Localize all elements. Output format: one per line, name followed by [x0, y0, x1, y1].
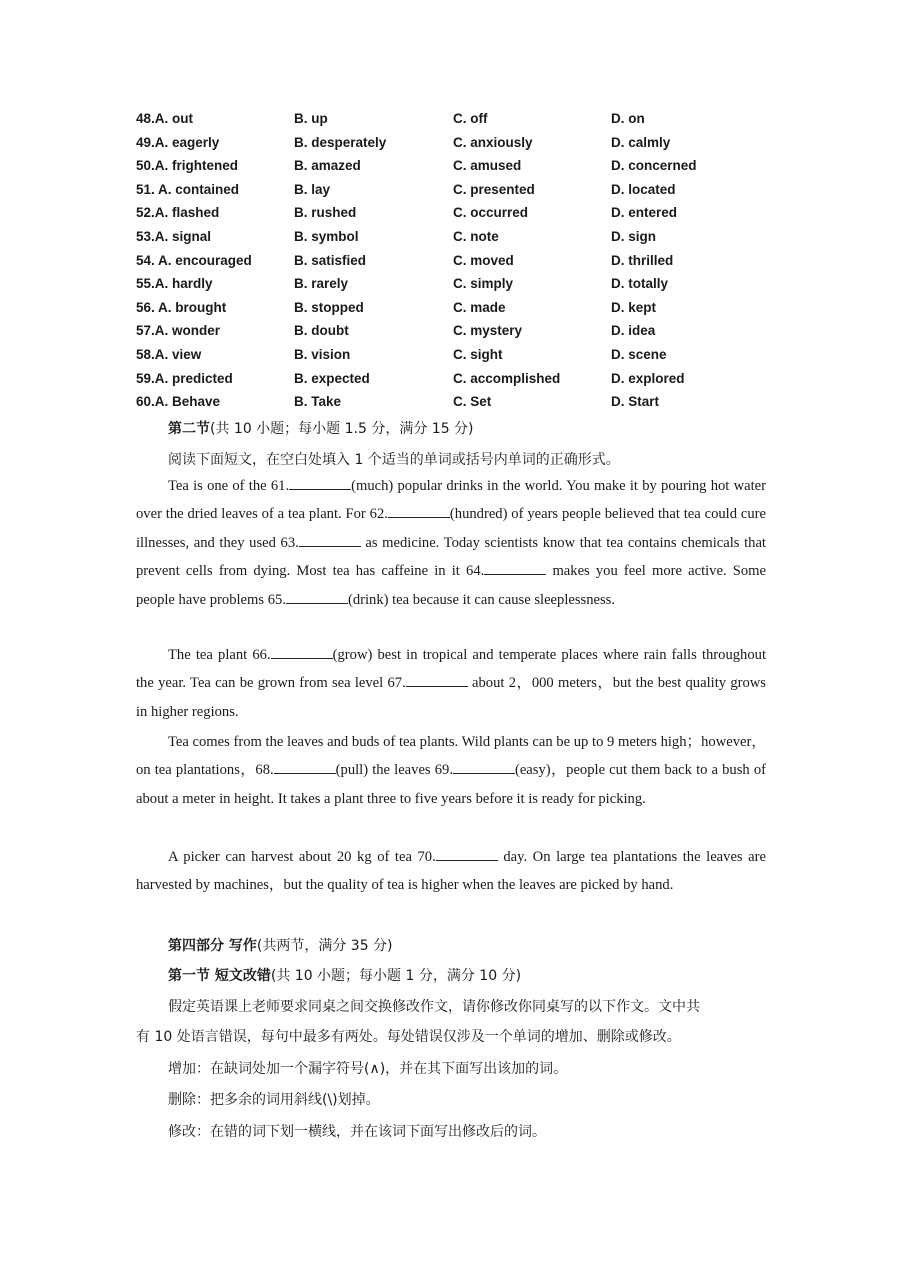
rule-delete: 删除：把多余的词用斜线(\)划掉。 [168, 1092, 380, 1108]
option-a: 48.A. out [136, 111, 194, 126]
blank-63 [299, 532, 361, 547]
option-b: B. desperately [294, 134, 387, 150]
option-a: 50.A. frightened [136, 158, 239, 174]
option-a: 55.A. hardly [136, 276, 213, 292]
option-c: C. occurred [453, 205, 529, 221]
option-c: C. presented [453, 181, 535, 197]
option-d: D. sign [611, 228, 657, 244]
option-b: B. rushed [294, 205, 357, 221]
option-d: D. calmly [611, 134, 671, 150]
option-b: B. expected [294, 370, 370, 386]
option-a: 53.A. signal [136, 228, 212, 244]
passage-paragraph-2 [136, 641, 766, 726]
option-d: D. entered [611, 205, 678, 221]
question-row [136, 371, 776, 395]
part-4-title: 第四部分 写作 [168, 938, 257, 954]
option-a: 57.A. wonder [136, 323, 221, 339]
passage-text: Tea comes from the leaves and buds of tea plants. Wild plants can be up to 9 meters high；however，on tea plantations，68. [136, 734, 766, 779]
option-a: 60.A. Behave [136, 394, 221, 410]
blank-69 [453, 759, 515, 774]
blank-65 [286, 589, 348, 604]
option-a: 59.A. predicted [136, 370, 233, 386]
option-d: D. explored [611, 370, 685, 386]
option-d: D. kept [611, 299, 657, 315]
option-a: 51. A. contained [136, 181, 240, 197]
passage-text: Tea is one of the 61. [168, 478, 290, 494]
option-b: B. symbol [294, 228, 359, 244]
section-2-instruction: 阅读下面短文，在空白处填入 1 个适当的单词或括号内单词的正确形式。 [168, 452, 620, 468]
option-b: B. Take [294, 394, 342, 410]
passage-text: as medicine. Today scientists know that tea contains chemicals that prevent cells from dying. Most tea has caffeine in it 64. [136, 534, 766, 580]
option-d: D. concerned [611, 158, 697, 174]
question-row [136, 229, 776, 253]
option-a: 52.A. flashed [136, 205, 220, 221]
option-a: 54. A. encouraged [136, 252, 252, 268]
passage-text: A picker can harvest about 20 kg of tea 70. [168, 849, 436, 865]
option-d: D. located [611, 181, 676, 197]
passage-text: day. On large tea plantations the leaves are harvested by machines，but the quality of tea is higher when the leaves are picked by hand. [136, 849, 766, 894]
question-row [136, 300, 776, 324]
question-row [136, 394, 776, 418]
part-4-info: (共两节，满分 35 分) [256, 938, 393, 954]
rule-add: 增加：在缺词处加一个漏字符号(∧)，并在其下面写出该加的词。 [168, 1061, 568, 1077]
option-c: C. off [453, 111, 488, 126]
option-c: C. Set [453, 394, 492, 410]
option-b: B. vision [294, 346, 351, 362]
option-b: B. up [294, 111, 328, 126]
option-c: C. amused [453, 158, 522, 174]
option-c: C. moved [453, 252, 514, 268]
option-d: D. on [611, 111, 645, 126]
option-d: D. idea [611, 323, 656, 339]
section-1-instruction-line-2: 有 10 处语言错误，每句中最多有两处。每处错误仅涉及一个单词的增加、删除或修改。 [136, 1029, 681, 1045]
question-row [136, 276, 776, 300]
section-2-info: (共 10 小题；每小题 1.5 分，满分 15 分) [210, 421, 474, 437]
blank-64 [484, 560, 546, 575]
question-row [136, 323, 776, 347]
blank-67 [406, 672, 468, 687]
part-4-heading [168, 935, 393, 955]
option-d: D. scene [611, 346, 667, 362]
option-c: C. sight [453, 346, 503, 362]
option-d: D. Start [611, 394, 660, 410]
question-row [136, 182, 776, 206]
passage-paragraph-4 [136, 843, 766, 900]
option-d: D. thrilled [611, 252, 674, 268]
passage-text: The tea plant 66. [168, 647, 271, 663]
option-a: 56. A. brought [136, 299, 227, 315]
option-a: 58.A. view [136, 346, 202, 362]
option-c: C. accomplished [453, 370, 561, 386]
question-row [136, 135, 776, 159]
passage-text: (much) popular drinks in the world. You make it by pouring hot water over the dried leaves of a tea plant. For 62. [136, 478, 767, 523]
option-a: 49.A. eagerly [136, 134, 220, 150]
blank-62 [388, 503, 450, 518]
passage-text: (grow) best in tropical and temperate places where rain falls throughout the year. Tea can be grown from sea level 67. [136, 647, 766, 692]
rule-modify: 修改：在错的词下划一横线，并在该词下面写出修改后的词。 [168, 1124, 546, 1140]
section-1-instruction-line-1: 假定英语课上老师要求同桌之间交换修改作文，请你修改你同桌写的以下作文。文中共 [168, 999, 700, 1015]
section-2-heading [168, 418, 474, 438]
blank-66 [271, 644, 333, 659]
blank-68 [274, 759, 336, 774]
passage-text: (hundred) of years people believed that tea could cure illnesses, and they used 63. [136, 506, 766, 551]
section-1-heading [168, 965, 521, 985]
question-row [136, 111, 776, 135]
option-c: C. anxiously [453, 134, 533, 150]
option-b: B. doubt [294, 323, 349, 339]
passage-paragraph-1 [136, 472, 766, 614]
option-c: C. mystery [453, 323, 523, 339]
option-b: B. amazed [294, 158, 361, 174]
passage-text: (drink) tea because it can cause sleeplessness. [347, 591, 615, 608]
section-1-title: 第一节 短文改错 [168, 968, 271, 984]
question-row [136, 253, 776, 277]
passage-paragraph-3 [136, 728, 766, 813]
option-d: D. totally [611, 276, 669, 292]
passage-text: about 2，000 meters，but the best quality grows in higher regions. [136, 675, 766, 720]
section-2-title: 第二节 [168, 421, 210, 437]
option-c: C. simply [453, 276, 514, 292]
option-c: C. note [453, 228, 499, 244]
question-row [136, 205, 776, 229]
section-1-info: (共 10 小题；每小题 1 分，满分 10 分) [270, 968, 522, 984]
option-b: B. rarely [294, 276, 349, 292]
passage-text: (pull) the leaves 69. [335, 762, 453, 779]
blank-61 [289, 475, 351, 490]
passage-text: (easy)，people cut them back to a bush of about a meter in height. It takes a plant three to five years before it is ready for picking. [136, 762, 766, 807]
question-row [136, 158, 776, 182]
option-b: B. lay [294, 181, 331, 197]
multiple-choice-list [136, 111, 776, 418]
option-c: C. made [453, 299, 506, 315]
blank-70 [436, 846, 498, 861]
question-row [136, 347, 776, 371]
passage-text: makes you feel more active. Some people have problems 65. [136, 563, 766, 608]
option-b: B. stopped [294, 299, 364, 315]
option-b: B. satisfied [294, 252, 367, 268]
